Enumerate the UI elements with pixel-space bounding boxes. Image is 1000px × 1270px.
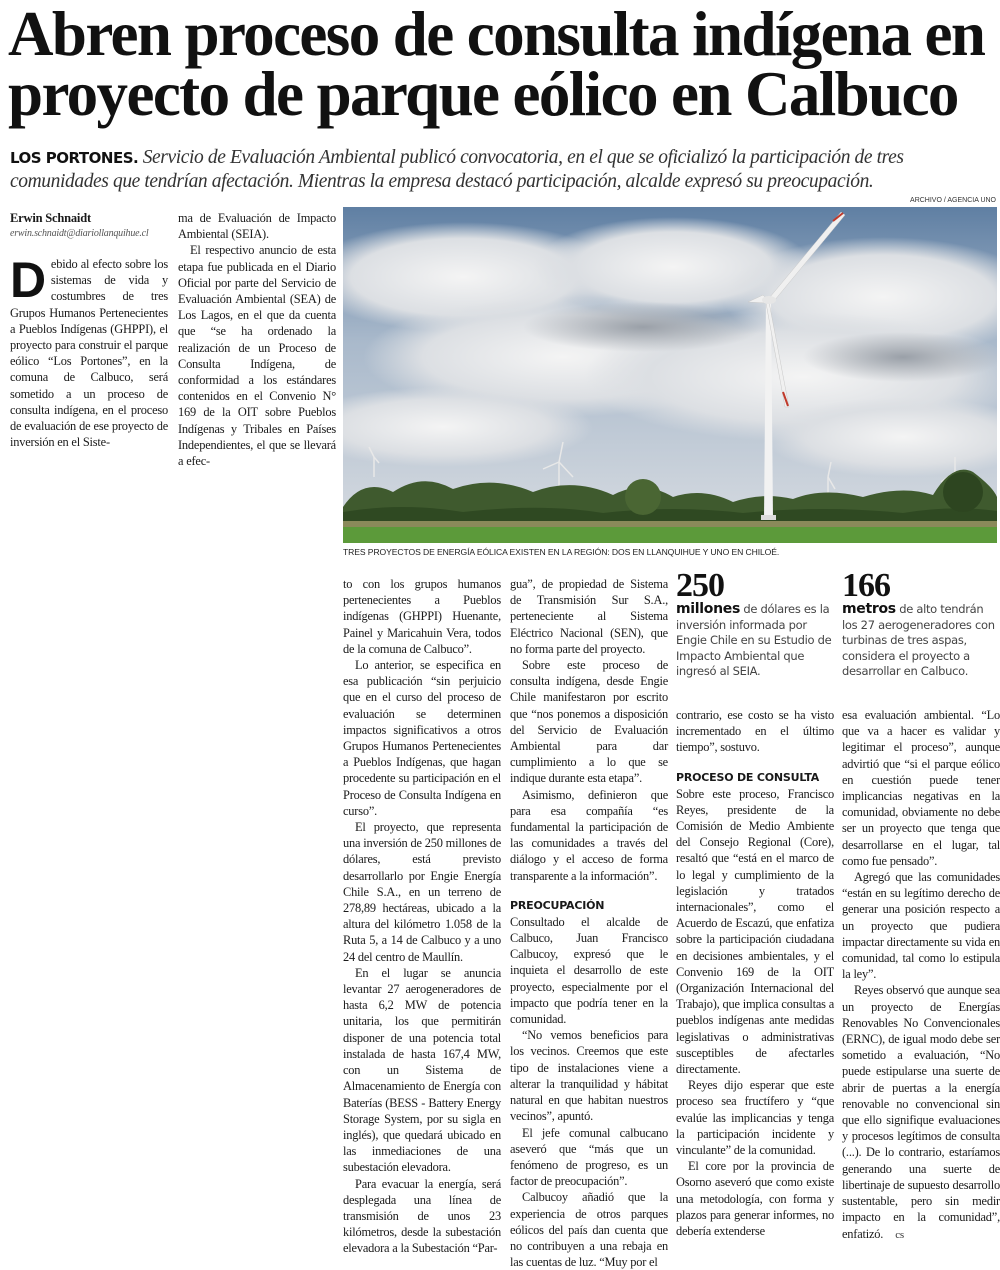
headline-line-2: proyecto de parque eólico en Calbuco xyxy=(8,59,958,129)
article-paragraph: El respectivo anuncio de esta etapa fue publicada en el Diario Oficial por parte del Servicio de Evaluación Ambiental (SEA) de Los Lagos, en el que da cuenta que “se ha ordenado la realización de un Proceso de Consulta Indígena, de conformidad a los estándares contenidos en el Convenio N° 169 de la OIT sobre Pueblos Indígenas y Tribales en Países Independientes, el que se llevará a efec- xyxy=(178,243,336,469)
article-paragraph: El core por la provincia de Osorno aseveró que como existe una metodología, con forma y plazos para generar informes, no debería extenderse xyxy=(676,1159,834,1239)
headline-line-1: Abren proceso de consulta indígena en xyxy=(8,0,985,69)
lead-text: ebido al efecto sobre los sistemas de vida y costumbres de tres Grupos Humanos Pertenecientes a Pueblos Indígenas (GHPPI), el proyecto para construir el parque eólico “Los Portones”, en la comuna de Calbuco, será sometido a un proceso de consulta indígena, en el proceso de evaluación de ese proyecto de inversión en el Siste- xyxy=(10,257,168,450)
paragraph-text: Reyes observó que aunque sea un proyecto de Energías Renovables No Convencionales (ERNC), de igual modo debe ser sometido a evaluación, “No puede estipularse una suerte de abrir de puertas a la energía renovable no convencional sin que ello signifique evaluaciones y procesos legítimos de consulta (...). De lo contrario, estaríamos generando una suerte de libertinaje de supuesto desarrollo sustentable, pero sin medir impacto en la comunidad”, enfatizó. xyxy=(842,983,1000,1241)
fact-box-height xyxy=(842,567,1000,680)
column-1 xyxy=(10,210,168,450)
deck-text: Servicio de Evaluación Ambiental publicó convocatoria, en el que se oficializó la participación de tres comunidades que tendrían afectación. Mientras la empresa destacó participación, alcalde expresó su preocupación. xyxy=(10,147,904,192)
byline-author: Erwin Schnaidt xyxy=(10,211,91,225)
article-paragraph: Sobre este proceso de consulta indígena, desde Engie Chile manifestaron por escrito que “nos ponemos a disposición del Servicio de Evaluación Ambiental para dar cumplimiento a lo que se indique durante esta etapa”. xyxy=(510,658,668,786)
article-paragraph xyxy=(842,982,1000,1242)
article-paragraph: Para evacuar la energía, será desplegada una línea de transmisión de unos 23 kilómetros, desde la subestación elevadora a la Subestación “Par- xyxy=(343,1176,501,1256)
article-paragraph: Reyes dijo esperar que este proceso sea fructífero y “que evalúe las implicancias y tenga la participación incidente y vinculante” de la comunidad. xyxy=(676,1078,834,1158)
fact-box-investment xyxy=(676,567,834,680)
fact-unit: metros xyxy=(842,601,896,617)
column-3 xyxy=(343,576,501,1257)
article-paragraph: to con los grupos humanos pertenecientes a Pueblos indígenas (GHPPI) Huenante, Painel y Maricahuin Vera, todos de la comuna de Calbuco”. xyxy=(343,577,501,656)
column-body xyxy=(842,707,1000,1243)
article-paragraph: En el lugar se anuncia levantar 27 aerogeneradores de hasta 6,2 MW de potencia unitaria, los que permitirán disponer de una potencia total instalada de hasta 167,4 MW, con un Sistema de Almacenamiento de Energía con Baterías (BESS - Battery Energy Storage System, por su sigla en inglés), que quedará ubicado en las inmediaciones de una subestación elevadora. xyxy=(343,965,501,1175)
article-paragraph: Lo anterior, se especifica en esa publicación “sin perjuicio que en el curso del proceso de evaluación se determinen impactos significativos a otros Grupos Humanos Pertenecientes a Pueblos Indígenas, que hagan procedente su participación en el Proceso de Consulta Indígena en curso”. xyxy=(343,658,501,818)
column-body xyxy=(343,576,501,1257)
column-body xyxy=(10,252,168,450)
article-paragraph: esa evaluación ambiental. “Lo que va a hacer es validar y legitimar el proceso”, aunque advirtió que “si el parque eólico en cuestión puede tener implicancias negativas en la comunidad, obviamente no debe ser un proyecto que tenga que desarrollarse en el lugar, tal como fue pensado”. xyxy=(842,708,1000,868)
article-paragraph: gua”, de propiedad de Sistema de Transmisión Sur S.A., perteneciente al Sistema Eléctrico Nacional (SEN), que no forma parte del proyecto. xyxy=(510,577,668,656)
deck xyxy=(10,146,995,193)
column-body xyxy=(178,210,336,469)
drop-cap: D xyxy=(10,252,46,308)
article-paragraph: Agregó que las comunidades “están en su legítimo derecho de generar una posición respecto a un proyecto que pudiera impactar directamente su vida en comunidad, tal como lo estipula la ley”. xyxy=(842,870,1000,982)
article-paragraph: Consultado el alcalde de Calbuco, Juan Francisco Calbucoy, expresó que le inquieta el desarrollo de este proyecto, especialmente por el impacto que podría tener en la comunidad. xyxy=(510,914,668,1027)
fact-unit: millones xyxy=(676,601,740,617)
column-6 xyxy=(842,707,1000,1243)
column-4 xyxy=(510,576,668,1270)
article-paragraph: ma de Evaluación de Impacto Ambiental (SEIA). xyxy=(178,211,336,242)
byline-email[interactable]: erwin.schnaidt@diariollanquihue.cl xyxy=(10,228,149,239)
column-2 xyxy=(178,210,336,469)
article-paragraph: El jefe comunal calbucano aseveró que “más que un fenómeno de progreso, es un factor de preocupación”. xyxy=(510,1125,668,1189)
photo-caption: TRES PROYECTOS DE ENERGÍA EÓLICA EXISTEN EN LA REGIÓN: DOS EN LLANQUIHUE Y UNO EN CHILOÉ. xyxy=(343,547,780,557)
article-paragraph: Calbucoy añadió que la experiencia de otros parques eólicos del país dan cuenta que no contribuyen a una rebaja en las cuentas de luz. “Muy por el xyxy=(510,1190,668,1270)
section-subhead: PROCESO DE CONSULTA xyxy=(676,770,820,784)
article-paragraph: Asimismo, definieron que para esa compañía “es fundamental la participación de las comunidades a través del diálogo y el acceso de forma transparente a la información”. xyxy=(510,787,668,883)
photo-credit: ARCHIVO / AGENCIA UNO xyxy=(910,197,996,204)
article-paragraph: “No vemos beneficios para los vecinos. Creemos que este tipo de instalaciones viene a alterar la tranquilidad y hábitat natural en que habitan nuestros vecinos”, apuntó. xyxy=(510,1028,668,1124)
column-body xyxy=(510,576,668,1270)
article-paragraph: contrario, ese costo se ha visto incrementado en el último tiempo”, sostuvo. xyxy=(676,708,834,755)
article-paragraph: Sobre este proceso, Francisco Reyes, presidente de la Comisión de Medio Ambiente del Consejo Regional (Core), resaltó que “está en el marco de lo legal y cumplimiento de la legislación y tratados internacionales”, como el Acuerdo de Escazú, que enfatiza sobre la participación ciudadana en decisiones ambientales, y el Convenio 169 de la OIT (Organización Internacional del Trabajo), que implica consultas a pueblos indígenas ante medidas legislativas o administrativas susceptibles de afectarles directamente. xyxy=(676,786,834,1077)
fact-text: de alto tendrán los 27 aerogeneradores con turbinas de tres aspas, considera el proyecto a desarrollar en Calbuco. xyxy=(842,602,995,678)
fact-number: 166 xyxy=(842,567,890,604)
fact-text: de dólares es la inversión informada por Engie Chile en su Estudio de Impacto Ambiental que ingresó al SEIA. xyxy=(676,602,832,678)
article-paragraph: El proyecto, que representa una inversión de 250 millones de dólares, está previsto desarrollarlo por Engie Energía Chile S.A., en un terreno de 278,89 hectáreas, ubicado a la altura del kilómetro 1.058 de la Ruta 5, a 14 de Calbuco y a uno 24 del centro de Maullín. xyxy=(343,820,501,964)
deck-kicker: LOS PORTONES. xyxy=(10,149,139,167)
end-mark-icon: cs xyxy=(895,1228,904,1241)
column-5 xyxy=(676,707,834,1239)
wind-farm-photo xyxy=(343,207,997,543)
fact-number: 250 xyxy=(676,567,724,604)
headline xyxy=(8,0,998,129)
column-body xyxy=(676,707,834,1239)
section-subhead: PREOCUPACIÓN xyxy=(510,898,605,912)
